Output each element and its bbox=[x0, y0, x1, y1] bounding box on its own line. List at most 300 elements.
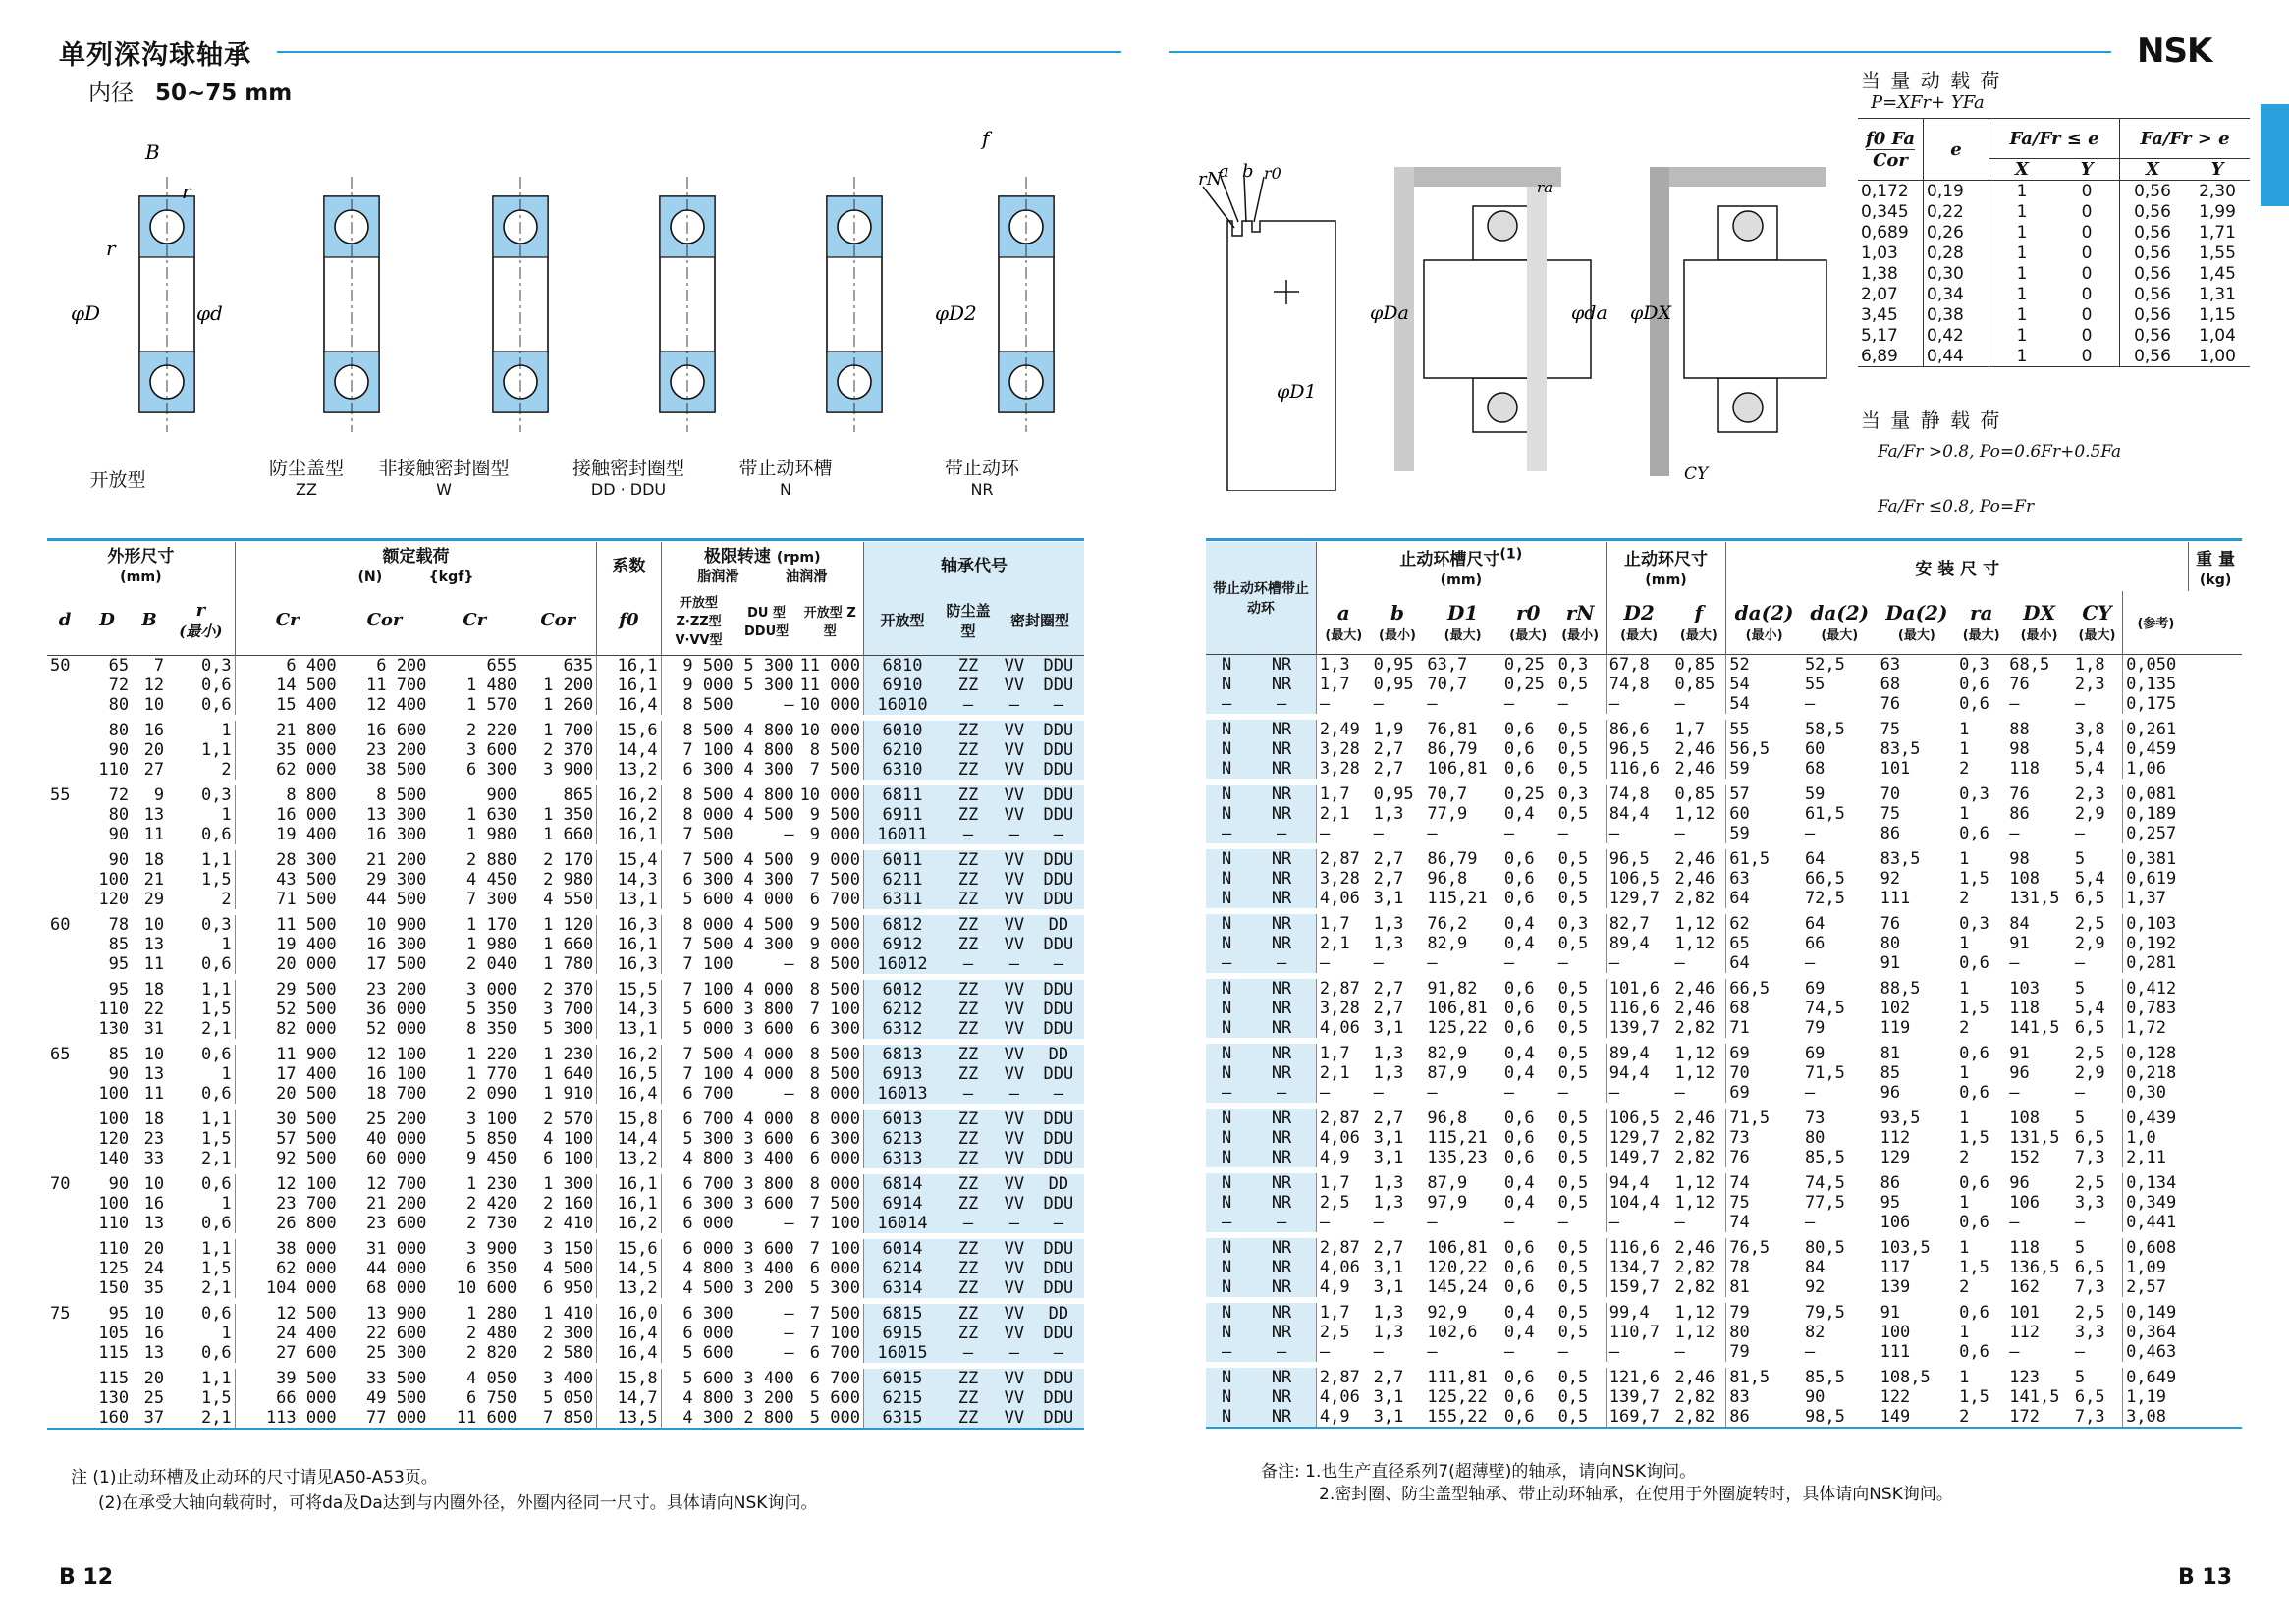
label-D2: φD2 bbox=[935, 301, 977, 325]
col-symbol: D1 bbox=[1446, 600, 1479, 624]
table-cell: 79,5 bbox=[1804, 1302, 1845, 1323]
table-cell: 108,5 bbox=[1880, 1367, 1931, 1387]
table-cell: 70,7 bbox=[1427, 674, 1468, 694]
table-cell: — bbox=[1033, 1084, 1084, 1107]
head-x1: X bbox=[2015, 159, 2029, 180]
table-cell bbox=[47, 1343, 82, 1366]
table-cell: 3 900 bbox=[519, 760, 597, 783]
table-cell: — bbox=[1503, 952, 1515, 973]
table-cell: 24 400 bbox=[276, 1323, 337, 1343]
table-cell: 2 410 bbox=[519, 1214, 597, 1236]
table-row bbox=[1206, 1041, 2242, 1063]
table-cell: 4 800 bbox=[682, 1258, 734, 1278]
table-cell: 55 bbox=[1804, 674, 1826, 694]
table-cell: NR bbox=[1247, 976, 1316, 999]
table-cell: 0,6 bbox=[1503, 1276, 1535, 1297]
table-cell: 2 820 bbox=[466, 1342, 518, 1363]
table-cell: 6 700 bbox=[682, 1109, 734, 1129]
table-cell: 159,7 bbox=[1608, 1276, 1660, 1297]
table-row bbox=[1206, 675, 2242, 694]
table-cell: DDU bbox=[1033, 1259, 1084, 1278]
table-cell: DDU bbox=[1033, 760, 1084, 783]
table-cell: 0,4 bbox=[1503, 1322, 1535, 1342]
table-cell: 0,135 bbox=[2126, 674, 2177, 694]
table-cell: 2,9 bbox=[2072, 1063, 2123, 1083]
table-cell: 6 300 bbox=[682, 869, 734, 890]
table-cell: 55 bbox=[50, 785, 71, 805]
table-cell: 1,12 bbox=[1671, 1193, 1725, 1213]
table-cell: 0,608 bbox=[2126, 1237, 2177, 1258]
table-row bbox=[1206, 739, 2242, 759]
table-cell bbox=[47, 760, 82, 783]
table-cell: 117 bbox=[1880, 1257, 1911, 1277]
table-cell: 1,5 bbox=[1959, 998, 1989, 1018]
table-cell: 1,55 bbox=[2199, 243, 2236, 263]
table-cell: 0,95 bbox=[1373, 674, 1414, 694]
table-cell: 0,6 bbox=[1503, 1147, 1535, 1167]
table-cell: DDU bbox=[1033, 718, 1084, 740]
table-cell: 95 bbox=[1880, 1192, 1901, 1213]
table-row bbox=[1206, 1148, 2242, 1170]
table-cell: 1 bbox=[167, 1194, 235, 1214]
table-row bbox=[47, 1343, 1084, 1366]
table-cell: 110,7 bbox=[1608, 1322, 1660, 1342]
table-cell: 3,1 bbox=[1373, 1386, 1404, 1407]
table-cell: 0,6 bbox=[1503, 868, 1535, 889]
table-cell: 6 700 bbox=[682, 1173, 734, 1194]
table-cell: 5 600 bbox=[682, 999, 734, 1019]
table-cell: 52 500 bbox=[276, 999, 337, 1019]
table-cell: 3 100 bbox=[466, 1109, 518, 1129]
table-cell: NR bbox=[1247, 1106, 1316, 1128]
table-cell: 3,1 bbox=[1373, 1406, 1404, 1427]
table-cell: N bbox=[1206, 1041, 1247, 1063]
table-cell: 64 bbox=[1729, 952, 1750, 973]
table-row bbox=[1206, 694, 2242, 717]
table-cell: 68 bbox=[1880, 674, 1901, 694]
table-cell: 0,56 bbox=[2134, 243, 2171, 263]
table-cell: 79 bbox=[1729, 1302, 1750, 1323]
table-cell: 94,4 bbox=[1608, 1172, 1650, 1193]
table-cell: 2 bbox=[1959, 1406, 1970, 1427]
table-cell: 17 400 bbox=[276, 1063, 337, 1084]
table-row bbox=[47, 740, 1084, 760]
col-symbol: D2 bbox=[1623, 600, 1655, 624]
table-cell: N bbox=[1206, 911, 1247, 934]
table-cell: 0,463 bbox=[2126, 1341, 2177, 1362]
table-cell: 2,7 bbox=[1373, 758, 1404, 779]
table-cell: 2,1 bbox=[167, 1019, 235, 1042]
table-row bbox=[1206, 846, 2242, 869]
table-cell: — bbox=[1427, 823, 1438, 843]
table-cell: 102 bbox=[1880, 998, 1911, 1018]
table-cell: ZZ bbox=[941, 1194, 996, 1214]
table-cell: 5 600 bbox=[682, 1342, 734, 1363]
table-cell: 58,5 bbox=[1804, 719, 1845, 739]
table-cell: 40 000 bbox=[365, 1128, 427, 1149]
table-cell: NR bbox=[1247, 911, 1316, 934]
table-cell: DDU bbox=[1033, 1324, 1084, 1343]
table-cell: ZZ bbox=[941, 1107, 996, 1129]
table-cell: 6 000 bbox=[682, 1213, 734, 1233]
table-cell: 93,5 bbox=[1880, 1108, 1921, 1128]
table-cell: 0,4 bbox=[1503, 1062, 1535, 1083]
type-code: W bbox=[436, 480, 452, 499]
table-cell: 2,3 bbox=[2072, 675, 2123, 694]
table-cell: 4 800 bbox=[682, 1387, 734, 1408]
table-cell: 0,3 bbox=[167, 783, 235, 805]
table-cell: — bbox=[1247, 1213, 1316, 1235]
table-cell: 84 bbox=[1804, 1257, 1826, 1277]
col-symbol: rN bbox=[1565, 600, 1595, 624]
table-cell: 10 000 bbox=[797, 783, 864, 805]
table-row bbox=[1206, 999, 2242, 1018]
table-cell: 3 400 bbox=[743, 1368, 794, 1388]
table-cell: NR bbox=[1247, 999, 1316, 1018]
table-cell: 0,25 bbox=[1503, 674, 1545, 694]
table-cell: 135,23 bbox=[1427, 1147, 1488, 1167]
table-cell: 2,82 bbox=[1671, 1277, 1725, 1300]
header-rule-right bbox=[1169, 51, 2111, 53]
table-cell: 90 bbox=[108, 824, 130, 844]
table-cell: — bbox=[2009, 1212, 2020, 1232]
table-cell: — bbox=[2072, 694, 2123, 717]
table-cell: — bbox=[1804, 693, 1816, 714]
col-symbol: r0 bbox=[1515, 600, 1541, 624]
table-cell: 5 bbox=[2072, 976, 2123, 999]
table-cell: 29 500 bbox=[276, 979, 337, 1000]
note-right-2: 2.密封圈、防尘盖型轴承、带止动环轴承，在使用于外圈旋转时，具体请向NSK询问。 bbox=[1319, 1485, 1953, 1504]
type-code: NR bbox=[970, 480, 994, 499]
table-cell: 0,6 bbox=[1959, 1212, 1989, 1232]
table-cell: — bbox=[1608, 823, 1620, 843]
table-cell: — bbox=[941, 1214, 996, 1236]
table-cell: 86 bbox=[1880, 1172, 1901, 1193]
table-cell: 1,3 bbox=[1373, 1043, 1404, 1063]
table-cell: 0,85 bbox=[1671, 782, 1725, 804]
table-cell: 2,5 bbox=[1319, 1322, 1350, 1342]
table-cell: 1,5 bbox=[167, 1129, 235, 1149]
table-cell: 6,5 bbox=[2072, 1387, 2123, 1407]
table-cell: 6015 bbox=[863, 1366, 941, 1388]
table-cell: 11 bbox=[143, 953, 165, 974]
table-cell: 2 800 bbox=[743, 1407, 794, 1428]
table-cell: 0,5 bbox=[1555, 1193, 1607, 1213]
table-cell: VV bbox=[996, 1194, 1033, 1214]
table-cell: 57 500 bbox=[276, 1128, 337, 1149]
table-cell: 2,5 bbox=[2072, 1170, 2123, 1193]
table-cell: — bbox=[1804, 1212, 1816, 1232]
table-cell: 4,9 bbox=[1319, 1406, 1350, 1427]
table-cell: 2,82 bbox=[1671, 889, 1725, 911]
col-head bbox=[2123, 591, 2189, 654]
table-cell: — bbox=[1206, 953, 1247, 976]
table-row bbox=[47, 760, 1084, 783]
table-cell: 2 220 bbox=[466, 720, 518, 740]
table-cell: 2 040 bbox=[466, 953, 518, 974]
table-cell: 7 300 bbox=[466, 889, 518, 909]
type-name: 带止动环槽 bbox=[738, 458, 833, 479]
head-x2: X bbox=[2146, 159, 2159, 180]
table-cell: 16011 bbox=[863, 825, 941, 847]
table-cell: 1,5 bbox=[167, 1259, 235, 1278]
table-cell: 6215 bbox=[863, 1388, 941, 1408]
table-cell: 6 950 bbox=[519, 1278, 597, 1301]
table-cell: 92,9 bbox=[1427, 1302, 1468, 1323]
table-cell: 0,349 bbox=[2126, 1192, 2177, 1213]
col-head bbox=[2006, 591, 2072, 654]
table-cell: 1 bbox=[1959, 738, 1970, 759]
table-cell: 2,5 bbox=[2072, 1300, 2123, 1323]
table-cell: 89,4 bbox=[1608, 1043, 1650, 1063]
table-cell: 2,82 bbox=[1671, 1128, 1725, 1148]
table-cell: 6 000 bbox=[682, 1323, 734, 1343]
h-dims-text: 外形尺寸 bbox=[107, 547, 175, 567]
table-cell: 54 bbox=[1729, 693, 1750, 714]
table-cell: 6 300 bbox=[797, 1019, 864, 1042]
table-cell: 6913 bbox=[863, 1064, 941, 1084]
label-B: B bbox=[145, 140, 160, 164]
table-cell: 0,6 bbox=[167, 1343, 235, 1366]
c-nr: 带止动环 bbox=[1246, 580, 1309, 617]
table-cell: 0 bbox=[2054, 263, 2120, 284]
table-cell: 16014 bbox=[863, 1214, 941, 1236]
table-cell: 2 420 bbox=[466, 1193, 518, 1214]
table-cell: 22 600 bbox=[365, 1323, 427, 1343]
table-cell: VV bbox=[996, 718, 1033, 740]
table-cell: 116,6 bbox=[1608, 758, 1660, 779]
table-row bbox=[47, 1129, 1084, 1149]
table-cell: 1 770 bbox=[466, 1063, 518, 1084]
label-r0: r0 bbox=[1264, 164, 1281, 183]
table-cell: ZZ bbox=[941, 977, 996, 1000]
table-cell: 1 bbox=[167, 1324, 235, 1343]
table-cell: ZZ bbox=[941, 760, 996, 783]
table-cell: 71,5 bbox=[1729, 1108, 1771, 1128]
table-cell: 2,7 bbox=[1373, 978, 1404, 999]
table-cell: 1 570 bbox=[466, 694, 518, 715]
table-cell: 2,87 bbox=[1319, 1108, 1360, 1128]
table-cell: ZZ bbox=[941, 1259, 996, 1278]
table-cell: 1,1 bbox=[167, 977, 235, 1000]
table-cell: — bbox=[1373, 823, 1384, 843]
table-cell: 7 bbox=[153, 655, 165, 676]
table-row bbox=[47, 1236, 1084, 1259]
table-cell: 0,6 bbox=[1959, 1341, 1989, 1362]
table-cell: 7 100 bbox=[682, 953, 734, 974]
table-cell: — bbox=[1503, 1212, 1515, 1232]
table-cell: DDU bbox=[1033, 1194, 1084, 1214]
table-cell: 1 630 bbox=[466, 804, 518, 825]
table-cell: 0 bbox=[2054, 181, 2120, 202]
col-head bbox=[1555, 591, 1607, 654]
table-cell: 0,6 bbox=[167, 1214, 235, 1236]
table-cell: VV bbox=[996, 1301, 1033, 1324]
table-cell: N bbox=[1206, 675, 1247, 694]
col-head bbox=[1956, 591, 2006, 654]
table-cell: 6810 bbox=[863, 655, 941, 676]
table-cell: 0,5 bbox=[1555, 846, 1607, 869]
table-cell: 106,5 bbox=[1608, 1108, 1660, 1128]
table-cell: — bbox=[941, 954, 996, 977]
table-cell: 10 bbox=[143, 1303, 165, 1324]
table-cell: NR bbox=[1247, 782, 1316, 804]
table-cell: 74,8 bbox=[1608, 674, 1650, 694]
table-cell: 6312 bbox=[863, 1019, 941, 1042]
table-cell: DDU bbox=[1033, 935, 1084, 954]
table-cell: 86,79 bbox=[1427, 738, 1478, 759]
table-row bbox=[1858, 222, 2250, 243]
table-cell: 104 000 bbox=[265, 1277, 337, 1298]
table-row bbox=[47, 1171, 1084, 1194]
type-caption bbox=[697, 454, 874, 499]
table-cell: 0,6 bbox=[1503, 1237, 1535, 1258]
table-cell: 5 000 bbox=[682, 1018, 734, 1039]
table-cell: — bbox=[1804, 1341, 1816, 1362]
table-row bbox=[1206, 1128, 2242, 1148]
table-cell: 0,6 bbox=[1503, 1257, 1535, 1277]
table-cell: 0,5 bbox=[1555, 1128, 1607, 1148]
table-cell: 76 bbox=[1729, 1147, 1750, 1167]
h-load bbox=[235, 542, 597, 586]
table-cell: 2,9 bbox=[2072, 804, 2123, 824]
table-cell: — bbox=[1033, 1343, 1084, 1366]
table-cell: 44 000 bbox=[365, 1258, 427, 1278]
table-cell: 2,46 bbox=[1671, 846, 1725, 869]
table-cell: 110 bbox=[98, 999, 130, 1019]
table-cell: 5 300 bbox=[519, 1019, 597, 1042]
table-cell: — bbox=[1671, 1083, 1725, 1106]
table-cell: 21 200 bbox=[365, 1193, 427, 1214]
table-cell: NR bbox=[1247, 717, 1316, 739]
table-cell: 95 bbox=[108, 979, 130, 1000]
table-cell: 74,8 bbox=[1608, 784, 1650, 804]
table-cell: 6013 bbox=[863, 1107, 941, 1129]
table-cell: N bbox=[1206, 889, 1247, 911]
table-cell: 3,8 bbox=[2072, 717, 2123, 739]
table-cell: 1,5 bbox=[167, 1388, 235, 1408]
table-cell: 16 000 bbox=[276, 804, 337, 825]
table-cell: 2,30 bbox=[2199, 181, 2236, 201]
table-cell: — bbox=[1247, 1342, 1316, 1365]
table-row bbox=[1206, 869, 2242, 889]
table-cell: N bbox=[1206, 1193, 1247, 1213]
table-cell: 6 000 bbox=[797, 1149, 864, 1171]
table-row bbox=[1858, 284, 2250, 304]
table-cell: 6 000 bbox=[797, 1259, 864, 1278]
table-cell: 1 220 bbox=[466, 1044, 518, 1064]
table-cell: 59 bbox=[1729, 823, 1750, 843]
table-cell: — bbox=[1247, 953, 1316, 976]
table-cell: 6 100 bbox=[519, 1149, 597, 1171]
table-cell: 2,5 bbox=[2072, 1041, 2123, 1063]
table-cell: 4 450 bbox=[466, 869, 518, 890]
table-cell: 0,6 bbox=[1959, 952, 1989, 973]
table-cell: 5 050 bbox=[519, 1388, 597, 1408]
h-load-n: (N) bbox=[357, 569, 383, 585]
table-cell: — bbox=[1206, 824, 1247, 846]
table-cell: 655 bbox=[486, 655, 518, 676]
table-cell: 3 800 bbox=[743, 1173, 794, 1194]
table-cell: 129,7 bbox=[1608, 888, 1660, 908]
table-cell: 16,3 bbox=[597, 954, 661, 977]
table-cell: 19 400 bbox=[276, 824, 337, 844]
table-cell: 63 bbox=[1729, 868, 1750, 889]
table-cell: 101 bbox=[1880, 758, 1911, 779]
table-cell: 1 410 bbox=[519, 1301, 597, 1324]
table-row bbox=[1206, 1323, 2242, 1342]
table-cell: 141,5 bbox=[2009, 1386, 2060, 1407]
table-row bbox=[1858, 181, 2250, 202]
type-name: 防尘盖型 bbox=[268, 458, 344, 479]
table-row bbox=[47, 1301, 1084, 1324]
table-cell: 1 bbox=[1959, 1062, 1970, 1083]
table-cell: 112 bbox=[2009, 1322, 2040, 1342]
col-symbol: Da(2) bbox=[1885, 600, 1948, 624]
table-cell: 635 bbox=[519, 655, 597, 676]
table-cell: — bbox=[1373, 952, 1384, 973]
table-cell: 90 bbox=[108, 1173, 130, 1194]
table-cell: 85 bbox=[108, 934, 130, 954]
table-cell: 123 bbox=[2009, 1367, 2040, 1387]
table-cell: ZZ bbox=[941, 847, 996, 870]
table-cell: N bbox=[1206, 1235, 1247, 1258]
table-cell: 131,5 bbox=[2009, 888, 2060, 908]
table-cell: — bbox=[1671, 694, 1725, 717]
table-cell: 0,172 bbox=[1858, 181, 1924, 202]
table-cell: 5 300 bbox=[797, 1278, 864, 1301]
table-cell: 1,12 bbox=[1671, 1323, 1725, 1342]
table-cell: 4,06 bbox=[1319, 1127, 1360, 1148]
table-cell: 1,7 bbox=[1671, 717, 1725, 739]
table-cell bbox=[47, 1388, 82, 1408]
table-cell: 2,5 bbox=[1319, 1192, 1350, 1213]
table-cell: 54 bbox=[1729, 674, 1750, 694]
table-cell: NR bbox=[1247, 1170, 1316, 1193]
col-limit: (最大) bbox=[1897, 627, 1935, 643]
table-cell: 21 800 bbox=[276, 720, 337, 740]
table-cell: DDU bbox=[1033, 740, 1084, 760]
c-n: 带止动环槽 bbox=[1212, 580, 1281, 597]
table-cell: 85 bbox=[1880, 1062, 1901, 1083]
table-cell: 1,3 bbox=[1319, 654, 1350, 675]
table-cell: NR bbox=[1247, 1148, 1316, 1170]
table-cell: 3 400 bbox=[743, 1148, 794, 1168]
table-cell: N bbox=[1206, 782, 1247, 804]
table-cell: N bbox=[1206, 1170, 1247, 1193]
type-caption bbox=[540, 454, 717, 499]
table-cell: 104,4 bbox=[1608, 1192, 1660, 1213]
table-cell: 8 500 bbox=[682, 785, 734, 805]
col-symbol: da(2) bbox=[1734, 600, 1794, 624]
table-cell: 2,87 bbox=[1319, 1237, 1360, 1258]
table-cell: — bbox=[1427, 1082, 1438, 1103]
table-cell: 1 350 bbox=[519, 805, 597, 825]
table-cell: 1 640 bbox=[519, 1064, 597, 1084]
table-cell: 3 200 bbox=[743, 1387, 794, 1408]
table-cell: 116,6 bbox=[1608, 998, 1660, 1018]
label-da: φda bbox=[1571, 302, 1608, 324]
table-cell: 11 bbox=[143, 1083, 165, 1104]
table-cell: 0,5 bbox=[1555, 1148, 1607, 1170]
table-cell: 145,24 bbox=[1427, 1276, 1488, 1297]
table-cell: 80,5 bbox=[1804, 1237, 1845, 1258]
table-cell: 92 bbox=[1880, 868, 1901, 889]
table-cell: 63,7 bbox=[1427, 654, 1468, 675]
table-cell: 59 bbox=[1729, 758, 1750, 779]
table-cell: 14,7 bbox=[597, 1388, 661, 1408]
table-cell: 8 500 bbox=[797, 1042, 864, 1064]
